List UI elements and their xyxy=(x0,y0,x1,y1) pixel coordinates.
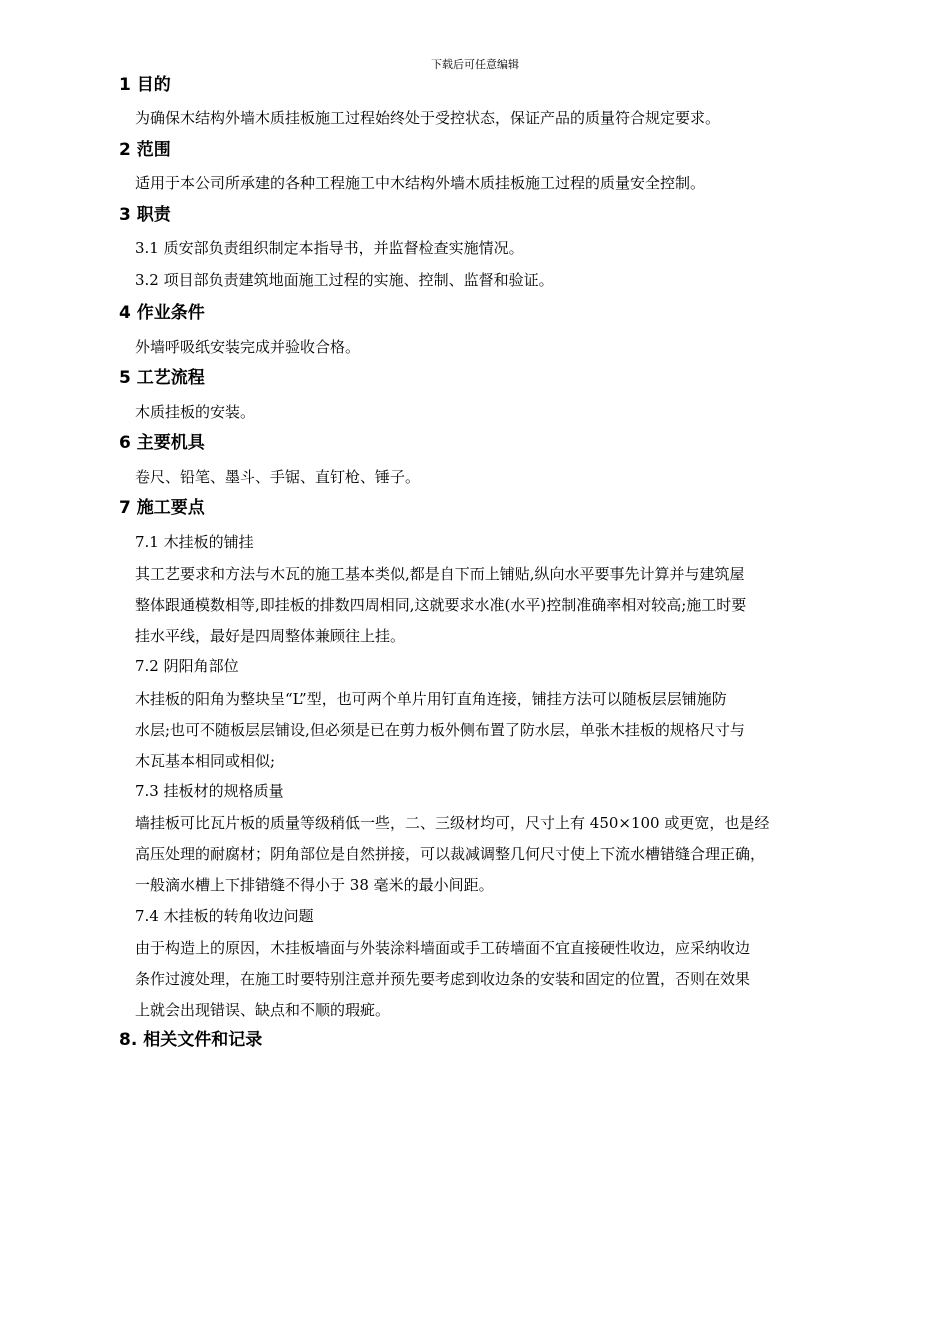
section-7-1-line: 挂水平线，最好是四周整体兼顾往上挂。 xyxy=(135,627,406,645)
section-7-4-body xyxy=(135,933,865,1026)
section-7-1-title: 7.1 木挂板的铺挂 xyxy=(135,533,254,551)
section-7-3-body xyxy=(135,808,865,901)
section-7-4-line: 条作过渡处理，在施工时要特别注意并预先要考虑到收边条的安装和固定的位置，否则在效果 xyxy=(135,970,751,988)
section-4-text: 外墙呼吸纸安装完成并验收合格。 xyxy=(135,338,361,356)
section-5-heading: 5 工艺流程 xyxy=(119,368,205,388)
section-6-text: 卷尺、铅笔、墨斗、手锯、直钉枪、锤子。 xyxy=(135,468,421,486)
section-7-2-line: 水层;也可不随板层层铺设,但必须是已在剪力板外侧布置了防水层，单张木挂板的规格尺寸与 xyxy=(135,721,745,739)
section-3-item-1: 3.1 质安部负责组织制定本指导书，并监督检查实施情况。 xyxy=(135,239,524,257)
section-2-text: 适用于本公司所承建的各种工程施工中木结构外墙木质挂板施工过程的质量安全控制。 xyxy=(135,174,706,192)
section-8-heading: 8. 相关文件和记录 xyxy=(119,1030,263,1050)
section-7-2-line: 木挂板的阳角为整块呈“L”型，也可两个单片用钉直角连接，铺挂方法可以随板层层铺施防 xyxy=(135,690,727,708)
section-3-heading: 3 职责 xyxy=(119,205,171,225)
section-7-heading: 7 施工要点 xyxy=(119,498,205,518)
section-5-text: 木质挂板的安装。 xyxy=(135,403,256,421)
section-4-heading: 4 作业条件 xyxy=(119,303,205,323)
section-7-1-body xyxy=(135,559,865,652)
section-1-text: 为确保木结构外墙木质挂板施工过程始终处于受控状态，保证产品的质量符合规定要求。 xyxy=(135,109,721,127)
section-7-2-body xyxy=(135,684,865,777)
section-7-3-line: 一般滴水槽上下排错缝不得小于 38 毫米的最小间距。 xyxy=(135,876,494,894)
section-7-1-line: 整体跟通模数相等,即挂板的排数四周相同,这就要求水准(水平)控制准确率相对较高;施工时要 xyxy=(135,596,747,614)
section-7-4-title: 7.4 木挂板的转角收边问题 xyxy=(135,907,314,925)
section-7-4-line: 由于构造上的原因，木挂板墙面与外装涂料墙面或手工砖墙面不宜直接硬性收边，应采纳收边 xyxy=(135,939,751,957)
section-3-item-2: 3.2 项目部负责建筑地面施工过程的实施、控制、监督和验证。 xyxy=(135,271,554,289)
section-7-2-title: 7.2 阴阳角部位 xyxy=(135,657,239,675)
section-1-heading: 1 目的 xyxy=(119,75,171,95)
section-7-1-line: 其工艺要求和方法与木瓦的施工基本类似,都是自下而上铺贴,纵向水平要事先计算并与建筑屋 xyxy=(135,565,745,583)
section-7-3-title: 7.3 挂板材的规格质量 xyxy=(135,782,284,800)
section-7-4-line: 上就会出现错误、缺点和不顺的瑕疵。 xyxy=(135,1001,391,1019)
section-7-3-line: 高压处理的耐腐材；阴角部位是自然拼接，可以裁减调整几何尺寸使上下流水槽错缝合理正确， xyxy=(135,845,766,863)
section-6-heading: 6 主要机具 xyxy=(119,433,205,453)
section-7-2-line: 木瓦基本相同或相似; xyxy=(135,752,276,770)
section-2-heading: 2 范围 xyxy=(119,140,171,160)
header-note: 下载后可任意编辑 xyxy=(431,58,519,71)
section-7-3-line: 墙挂板可比瓦片板的质量等级稍低一些，二、三级材均可，尺寸上有 450×100 或更宽，也是经 xyxy=(135,814,770,832)
